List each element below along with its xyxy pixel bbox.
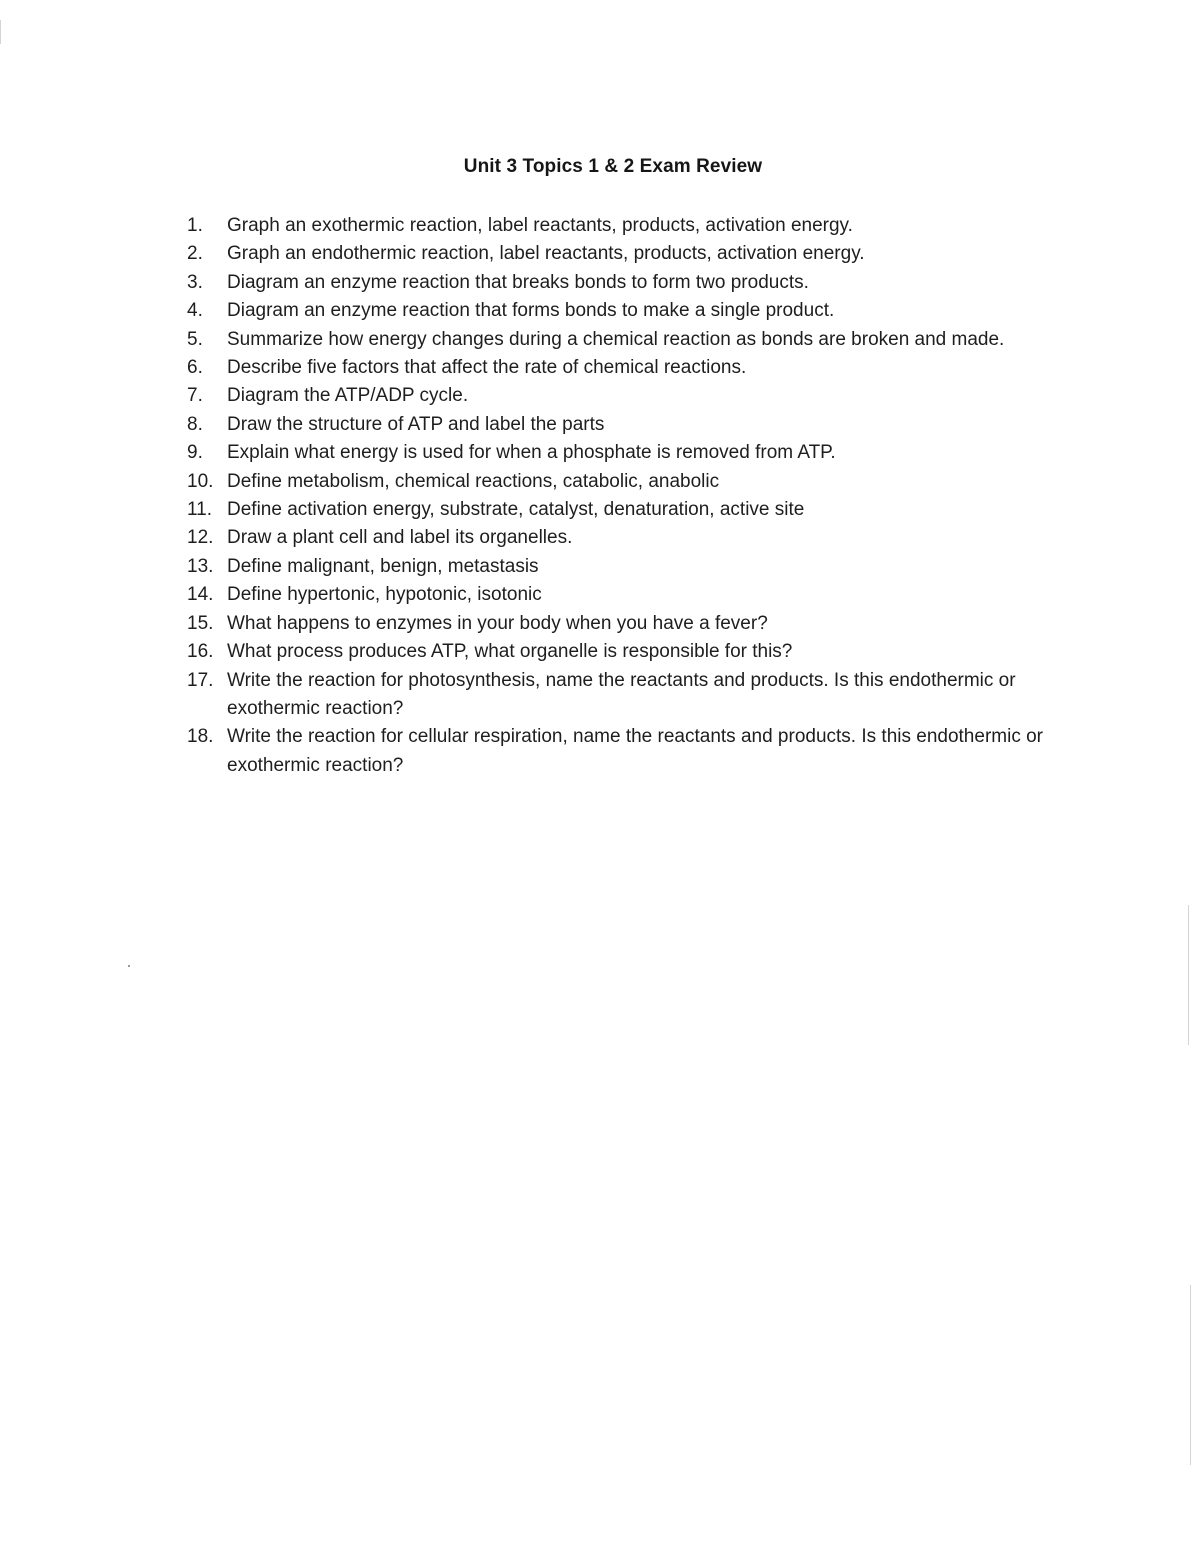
question-list xyxy=(187,212,1067,780)
question-text: Draw a plant cell and label its organelles. xyxy=(227,527,573,549)
question-text: Draw the structure of ATP and label the parts xyxy=(227,413,605,435)
question-item xyxy=(187,439,1067,467)
question-text: What process produces ATP, what organelle is responsible for this? xyxy=(227,641,793,663)
question-number: 18. xyxy=(187,726,214,748)
question-item xyxy=(187,354,1067,382)
question-text: Define hypertonic, hypotonic, isotonic xyxy=(227,584,542,606)
question-item xyxy=(187,638,1067,666)
question-number: 16. xyxy=(187,641,214,663)
question-number: 6. xyxy=(187,357,203,379)
scan-edge-mark xyxy=(1188,905,1189,1045)
question-item xyxy=(187,524,1067,552)
question-number: 7. xyxy=(187,385,203,407)
question-text: Diagram an enzyme reaction that forms bonds to make a single product. xyxy=(227,300,835,322)
scan-speck xyxy=(128,965,130,967)
question-item xyxy=(187,411,1067,439)
question-text: Write the reaction for cellular respiration, name the reactants and products. Is this endothermic or exothermic reaction? xyxy=(227,726,1043,776)
question-number: 9. xyxy=(187,442,203,464)
question-number: 14. xyxy=(187,584,214,606)
question-item xyxy=(187,297,1067,325)
question-text: Define activation energy, substrate, catalyst, denaturation, active site xyxy=(227,499,805,521)
question-item xyxy=(187,496,1067,524)
page-title: Unit 3 Topics 1 & 2 Exam Review xyxy=(463,156,763,177)
question-number: 2. xyxy=(187,243,203,265)
question-text: Explain what energy is used for when a phosphate is removed from ATP. xyxy=(227,442,836,464)
question-item xyxy=(187,382,1067,410)
question-number: 17. xyxy=(187,669,214,691)
question-text: Summarize how energy changes during a chemical reaction as bonds are broken and made. xyxy=(227,328,1005,350)
question-text: Describe five factors that affect the rate of chemical reactions. xyxy=(227,357,747,379)
question-item xyxy=(187,468,1067,496)
scan-edge-mark xyxy=(0,20,1,44)
question-number: 13. xyxy=(187,555,214,577)
question-number: 10. xyxy=(187,470,214,492)
question-text: Define metabolism, chemical reactions, catabolic, anabolic xyxy=(227,470,720,492)
scan-edge-mark xyxy=(1190,1285,1191,1465)
question-item xyxy=(187,240,1067,268)
question-text: Diagram an enzyme reaction that breaks bonds to form two products. xyxy=(227,271,809,293)
question-number: 3. xyxy=(187,271,203,293)
question-item xyxy=(187,269,1067,297)
question-number: 5. xyxy=(187,328,203,350)
question-number: 11. xyxy=(187,499,213,521)
question-number: 15. xyxy=(187,612,214,634)
question-number: 4. xyxy=(187,300,203,322)
question-text: Graph an endothermic reaction, label reactants, products, activation energy. xyxy=(227,243,865,265)
question-item xyxy=(187,581,1067,609)
question-number: 8. xyxy=(187,413,203,435)
question-item xyxy=(187,723,1067,780)
question-item xyxy=(187,326,1067,354)
question-number: 1. xyxy=(187,215,203,236)
question-text: What happens to enzymes in your body when you have a fever? xyxy=(227,612,768,634)
question-item xyxy=(187,553,1067,581)
question-item xyxy=(187,610,1067,638)
question-text: Define malignant, benign, metastasis xyxy=(227,555,539,577)
question-text: Diagram the ATP/ADP cycle. xyxy=(227,385,469,407)
question-item xyxy=(187,212,1067,240)
question-number: 12. xyxy=(187,527,214,549)
question-text: Write the reaction for photosynthesis, name the reactants and products. Is this endothermic or exothermic reaction? xyxy=(227,669,1016,719)
question-item xyxy=(187,667,1067,724)
question-text: Graph an exothermic reaction, label reactants, products, activation energy. xyxy=(227,215,853,236)
